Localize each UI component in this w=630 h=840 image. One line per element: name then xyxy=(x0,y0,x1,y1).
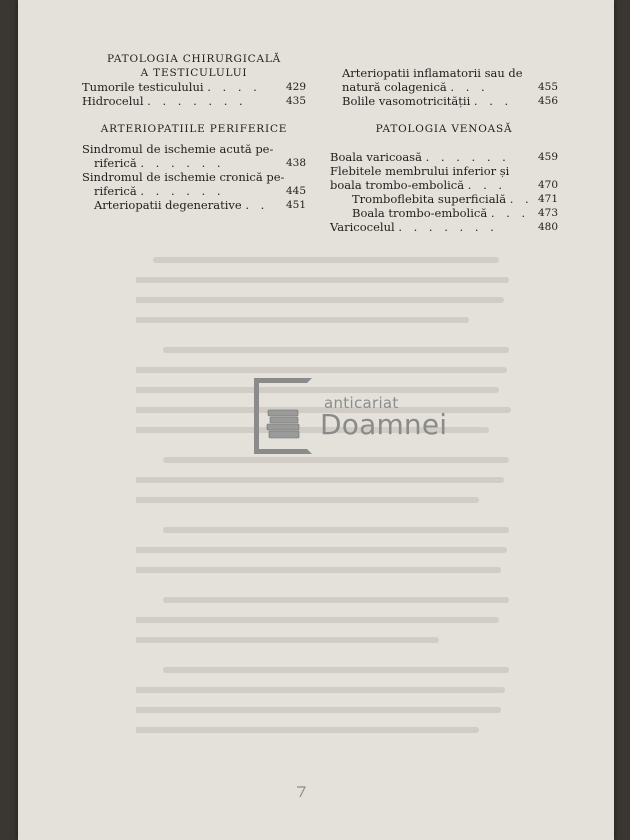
page-number: 470 xyxy=(537,179,558,191)
toc-entry: Boala trombo-embolică . . . 473 xyxy=(352,206,558,220)
folio-mark xyxy=(296,786,306,801)
section-heading: PATOLOGIA VENOASĂ xyxy=(375,123,513,135)
toc-entry-cont: riferică . . . . . . 438 xyxy=(94,156,306,170)
toc-entry: Flebitele membrului inferior și xyxy=(330,164,510,178)
toc-right-column xyxy=(330,66,558,234)
book-page xyxy=(18,0,614,840)
page-number: 471 xyxy=(537,193,558,205)
toc-entry: Sindromul de ischemie acută pe- xyxy=(82,142,274,156)
page-number: 445 xyxy=(285,185,306,197)
toc-entry: Hidrocelul . . . . . . . 435 xyxy=(82,94,306,108)
bleed-through-texture xyxy=(136,250,516,750)
section-heading: A TESTICULULUI xyxy=(140,67,248,79)
page-number: 480 xyxy=(537,221,558,233)
toc-entry: Arteriopatii inflamatorii sau de xyxy=(342,66,523,80)
page-number: 455 xyxy=(537,81,558,93)
page-number: 459 xyxy=(537,151,558,163)
page-number: 451 xyxy=(285,199,306,211)
section-heading: PATOLOGIA CHIRURGICALĂ xyxy=(106,53,282,65)
toc-entry-cont: boala trombo-embolică . . . 470 xyxy=(330,178,558,192)
section-heading: ARTERIOPATIILE PERIFERICE xyxy=(100,123,288,135)
toc-entry: Sindromul de ischemie cronică pe- xyxy=(82,170,285,184)
page-number: 473 xyxy=(537,207,558,219)
page-number: 456 xyxy=(537,95,558,107)
toc-entry: Tromboflebita superficială . . 471 xyxy=(352,192,558,206)
toc-left-column xyxy=(82,52,306,212)
watermark-logo xyxy=(254,378,448,464)
toc-entry: Tumorile testiculului . . . . 429 xyxy=(82,80,306,94)
toc-entry-cont: natură colagenică . . . 455 xyxy=(342,80,558,94)
toc-entry: Varicocelul . . . . . . . 480 xyxy=(330,220,558,234)
books-icon xyxy=(266,408,302,442)
page-number: 435 xyxy=(285,95,306,107)
page-number: 438 xyxy=(285,157,306,169)
watermark-subtitle: anticariat xyxy=(324,394,399,412)
page-number: 429 xyxy=(285,81,306,93)
toc-entry-cont: riferică . . . . . . 445 xyxy=(94,184,306,198)
watermark-title: Doamnei xyxy=(320,408,448,441)
toc-entry: Bolile vasomotricității . . . 456 xyxy=(342,94,558,108)
toc-entry: Boala varicoasă . . . . . . 459 xyxy=(330,150,558,164)
toc-entry: Arteriopatii degenerative . . 451 xyxy=(94,198,306,212)
